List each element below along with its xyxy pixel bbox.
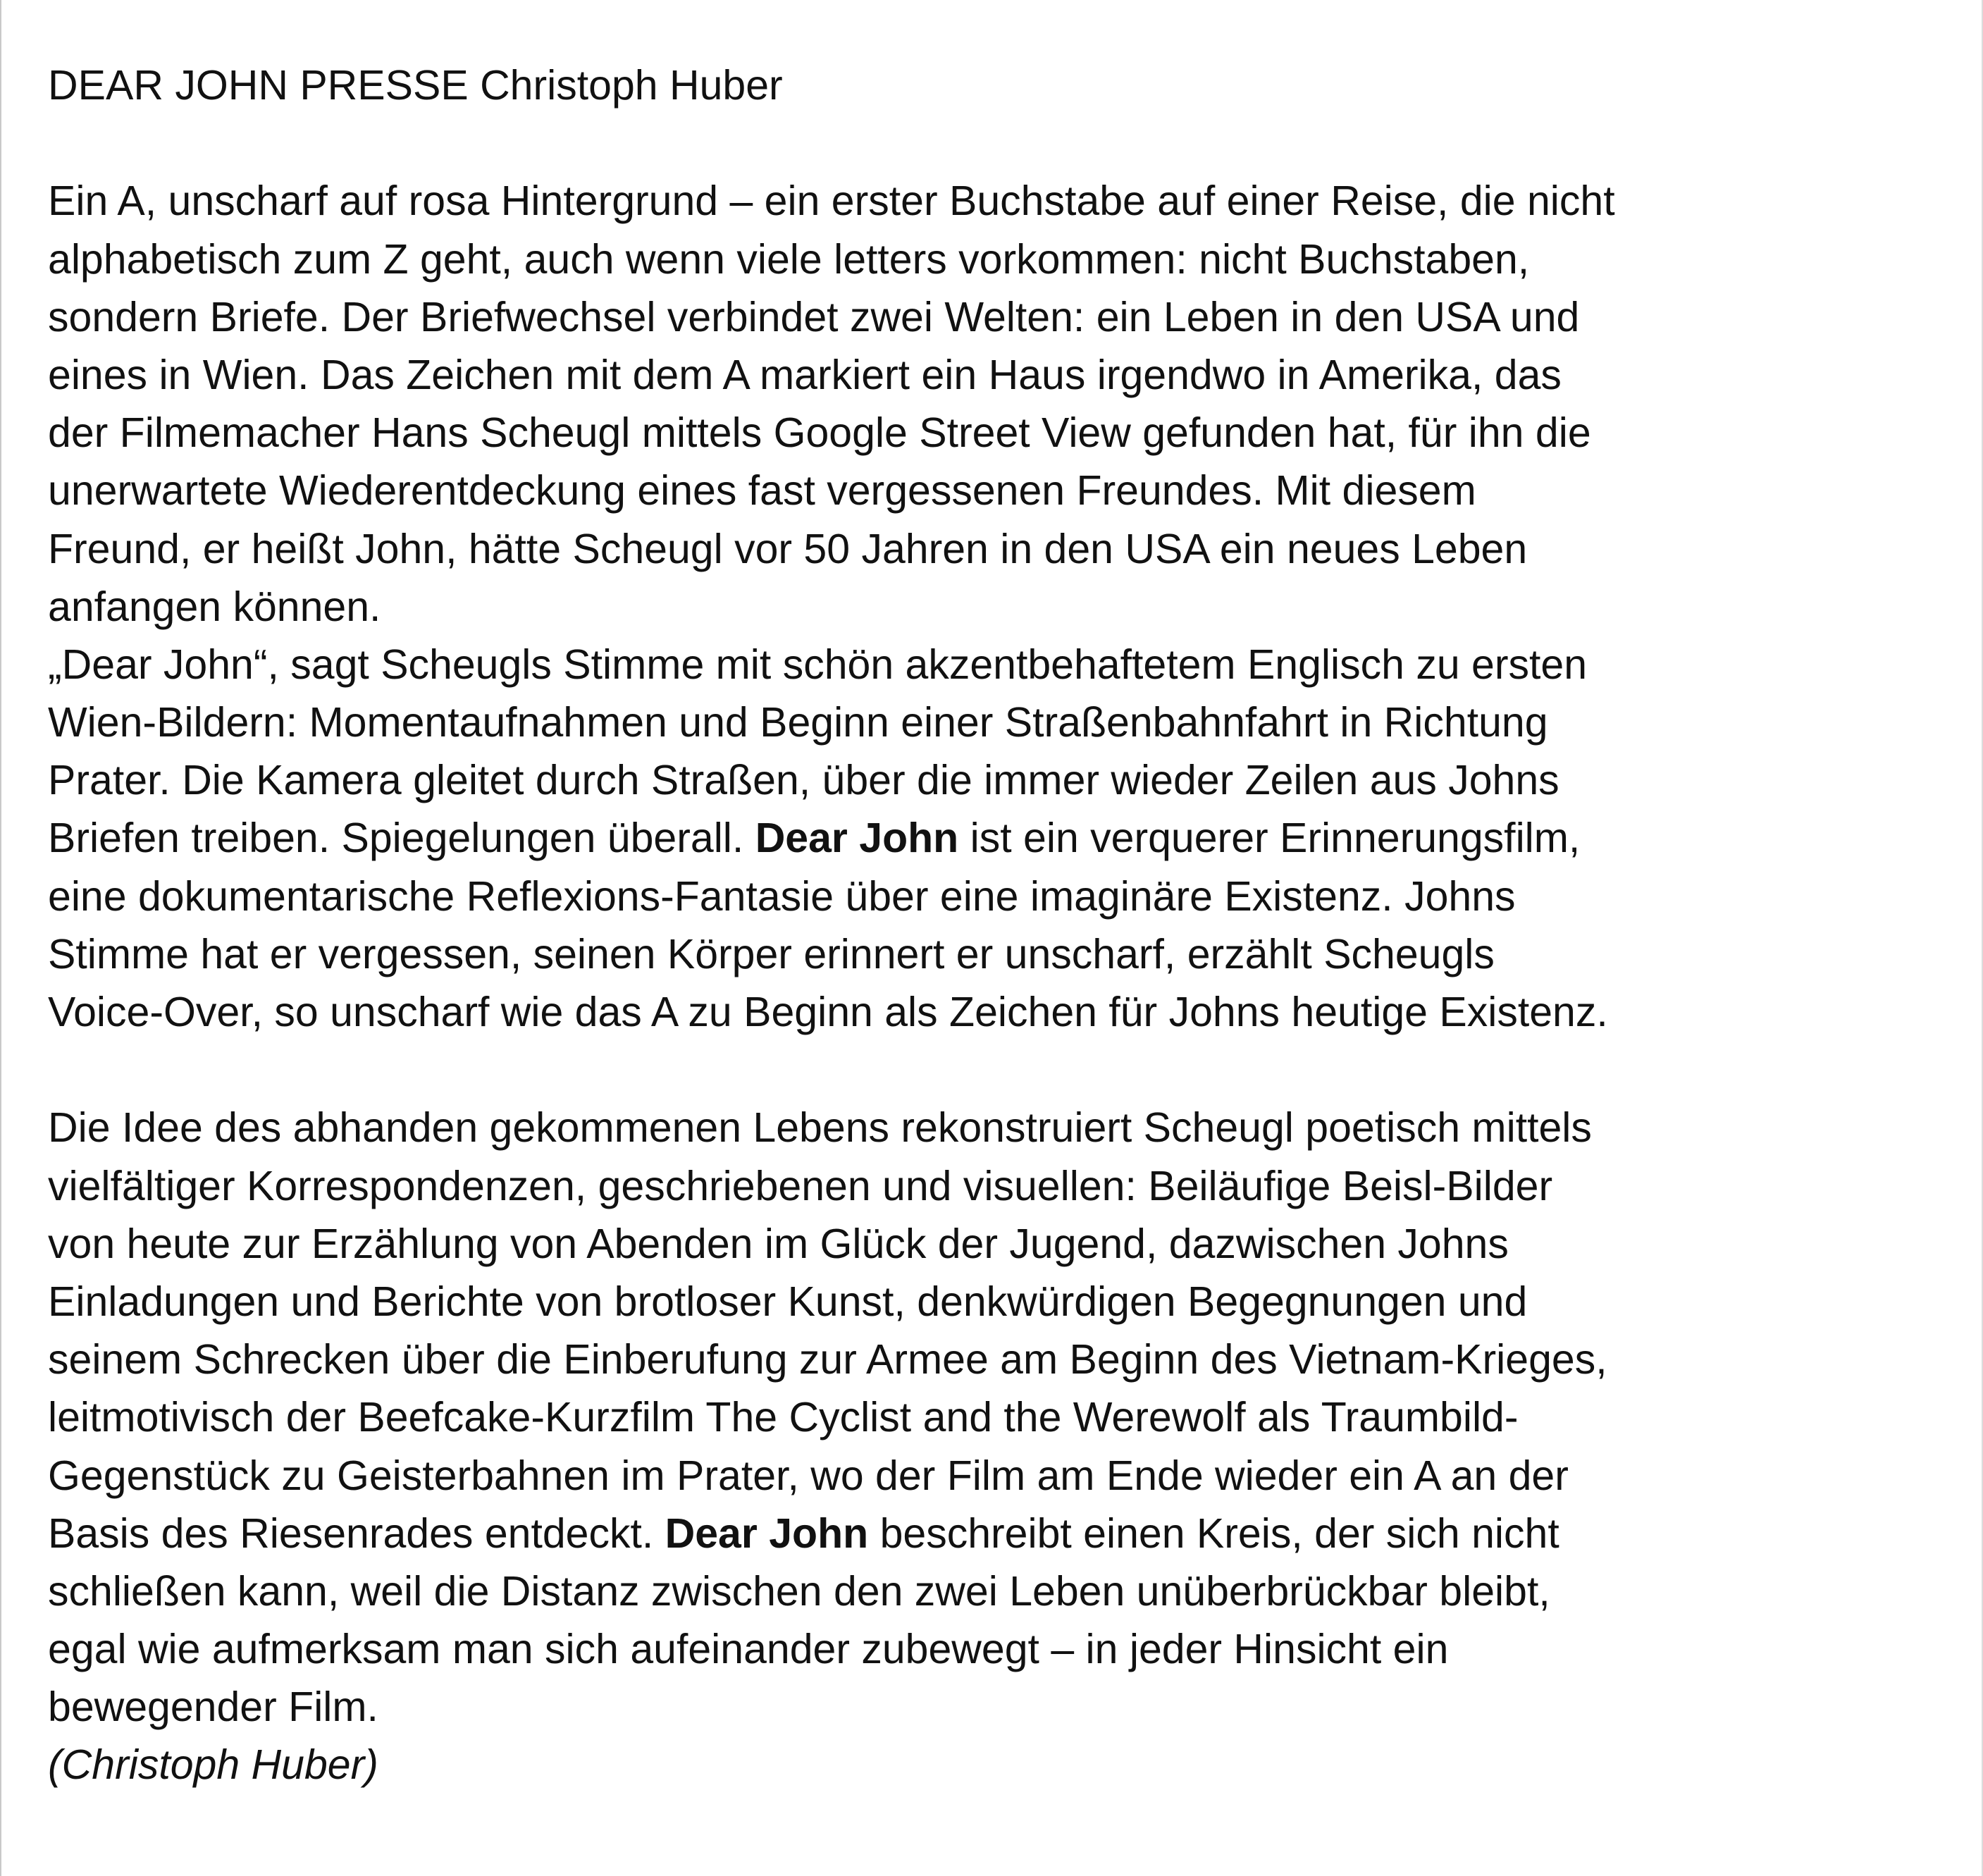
paragraph-line: Einladungen und Berichte von brotloser Kunst, denkwürdigen Begegnungen und [48, 1278, 1528, 1325]
paragraph-line: eines in Wien. Das Zeichen mit dem A markiert ein Haus irgendwo in Amerika, das [48, 351, 1562, 398]
paragraph-line: eine dokumentarische Reflexions-Fantasie über eine imaginäre Existenz. Johns [48, 872, 1516, 920]
line-text: ist ein verquerer Erinnerungsfilm, [958, 815, 1581, 862]
blank-line [48, 1041, 1979, 1099]
paragraph-line-with-film-title [48, 809, 1979, 867]
paragraph-line: anfangen können. [48, 583, 381, 630]
blank-line [48, 114, 1979, 172]
paragraph-line: seinem Schrecken über die Einberufung zur Armee am Beginn des Vietnam-Krieges, [48, 1336, 1607, 1383]
document-body [48, 56, 1979, 1794]
paragraph-line: Die Idee des abhanden gekommenen Lebens rekonstruiert Scheugl poetisch mittels [48, 1104, 1592, 1152]
paragraph-line: schließen kann, weil die Distanz zwischen den zwei Leben unüberbrückbar bleibt, [48, 1567, 1550, 1615]
paragraph-line: sondern Briefe. Der Briefwechsel verbindet zwei Welten: ein Leben in den USA und [48, 293, 1580, 340]
document-title: DEAR JOHN PRESSE Christoph Huber [48, 62, 783, 109]
paragraph-line: der Filmemacher Hans Scheugl mittels Google Street View gefunden hat, für ihn die [48, 409, 1591, 457]
paragraph-line-with-film-title [48, 1505, 1979, 1562]
paragraph-line: Prater. Die Kamera gleitet durch Straßen, über die immer wieder Zeilen aus Johns [48, 757, 1559, 804]
paragraph-line: egal wie aufmerksam man sich aufeinander zubewegt – in jeder Hinsicht ein [48, 1626, 1449, 1673]
line-text: Basis des Riesenrades entdeckt. [48, 1510, 665, 1557]
line-text: Briefen treiben. Spiegelungen überall. [48, 815, 755, 862]
paragraph-line: vielfältiger Korrespondenzen, geschriebenen und visuellen: Beiläufige Beisl-Bilder [48, 1162, 1553, 1209]
paragraph-line: Gegenstück zu Geisterbahnen im Prater, wo der Film am Ende wieder ein A an der [48, 1452, 1569, 1499]
film-title-bold: Dear John [665, 1510, 869, 1557]
paragraph-1 [48, 172, 1979, 1041]
paragraph-line: alphabetisch zum Z geht, auch wenn viele letters vorkommen: nicht Buchstaben, [48, 235, 1530, 283]
film-title-bold: Dear John [755, 815, 959, 862]
author-attribution: (Christoph Huber) [48, 1741, 378, 1789]
page-left-border [0, 0, 1, 1876]
paragraph-line: unerwartete Wiederentdeckung eines fast vergessenen Freundes. Mit diesem [48, 467, 1476, 514]
paragraph-line: Ein A, unscharf auf rosa Hintergrund – ein erster Buchstabe auf einer Reise, die nicht [48, 178, 1615, 225]
paragraph-line: von heute zur Erzählung von Abenden im Glück der Jugend, dazwischen Johns [48, 1220, 1509, 1267]
paragraph-line: Stimme hat er vergessen, seinen Körper erinnert er unscharf, erzählt Scheugls [48, 930, 1495, 977]
paragraph-line: Voice-Over, so unscharf wie das A zu Beginn als Zeichen für Johns heutige Existenz. [48, 989, 1608, 1035]
paragraph-2 [48, 1099, 1979, 1736]
paragraph-line: Wien-Bildern: Momentaufnahmen und Beginn einer Straßenbahnfahrt in Richtung [48, 699, 1548, 746]
paragraph-line: „Dear John“, sagt Scheugls Stimme mit schön akzentbehaftetem Englisch zu ersten [48, 641, 1588, 688]
paragraph-line: Freund, er heißt John, hätte Scheugl vor 50 Jahren in den USA ein neues Leben [48, 525, 1528, 572]
line-text: beschreibt einen Kreis, der sich nicht [868, 1510, 1559, 1557]
paragraph-line: bewegender Film. [48, 1684, 378, 1731]
paragraph-line: leitmotivisch der Beefcake-Kurzfilm The Cyclist and the Werewolf als Traumbild- [48, 1394, 1519, 1441]
